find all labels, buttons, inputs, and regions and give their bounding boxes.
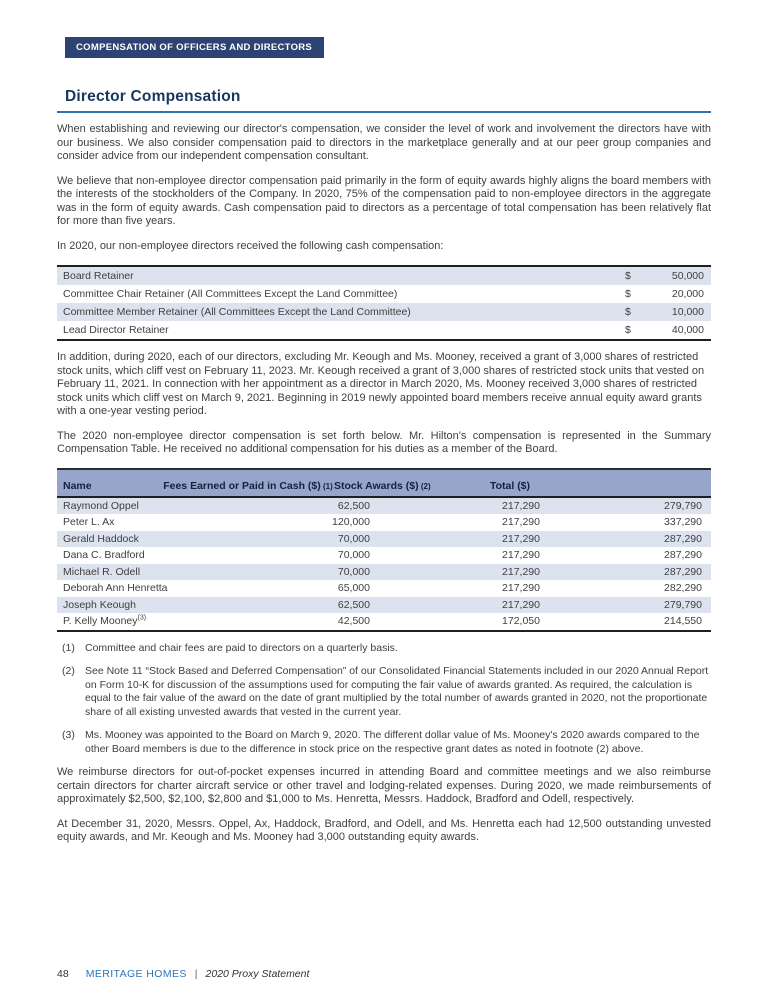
total-value: 282,290 (664, 582, 702, 595)
stock-awards-value: 172,050 (502, 615, 540, 628)
paragraph-equity-alignment: We believe that non-employee director compensation paid primarily in the form of equity awards highly aligns the board members with the interests of the stockholders of the Company. In 2020, 75% of the compensation paid to non-employee directors in the aggregate was in the form of equity awards. Cash compensation paid to directors as a percentage of total compensation has been relatively flat for more than five years. (57, 174, 711, 227)
page-title: Director Compensation (57, 88, 711, 113)
paragraph-comp-table-lead-in: The 2020 non-employee director compensation is set forth below. Mr. Hilton's compensation is represented in the Summary Compensation Table. He received no additional compensation for his duties as a member of the Board. (57, 429, 711, 455)
footer-separator: | (194, 968, 198, 980)
director-name-text: Gerald Haddock (63, 532, 139, 545)
director-name (57, 500, 188, 512)
footnote-text: See Note 11 “Stock Based and Deferred Compensation” of our Consolidated Financial Statements included in our 2020 Annual Report on Form 10-K for discussion of the assumptions used for computing the fair value of awards granted. As required, the calculation is equal to the fair value of the award on the date of grant multiplied by the total number of awards granted in 2020, not the proportionate share of all existing unvested awards that vested in the current year. (85, 665, 709, 718)
table-row (57, 531, 711, 548)
stock-awards-value: 217,290 (502, 532, 540, 545)
paragraph-rsu-grants: In addition, during 2020, each of our directors, excluding Mr. Keough and Ms. Mooney, received a grant of 3,000 shares of restricted stock units, which cliff vest on February 11, 2023. Mr. Keough received a grant of 3,000 shares of restricted stock units that vested on February 11, 2021. In connection with her appointment as a director in March 2020, Ms. Mooney received 3,000 shares of restricted stock units which cliff vest on March 9, 2021. Beginning in 2019 newly appointed board members receive annual equity award grants with a one-year vesting period. (57, 351, 705, 417)
footnote-number: (1) (62, 641, 75, 654)
table-row (57, 564, 711, 581)
stock-awards-value: 217,290 (502, 499, 540, 512)
table-row (57, 267, 711, 285)
director-name (57, 582, 188, 594)
amount-value: 10,000 (671, 306, 704, 318)
director-name (57, 549, 188, 561)
footnote-3 (57, 729, 711, 756)
total-value: 214,550 (664, 615, 702, 628)
paragraph-outstanding-awards: At December 31, 2020, Messrs. Oppel, Ax, Haddock, Bradford, and Odell, and Ms. Henretta each had 12,500 outstanding unvested equity awards, and Mr. Keough and Ms. Mooney had 3,000 outstanding equity awards. (57, 817, 711, 843)
page-number: 48 (57, 968, 69, 980)
paragraph-reimbursements: We reimburse directors for out-of-pocket expenses incurred in attending Board and committee meetings and we also reimburse certain directors for charter aircraft service or other travel and lodging-related expenses. During 2020, we made reimbursements of approximately $2,500, $2,100, $2,800 and $1,000 to Ms. Henretta, Messrs. Haddock, Bradford and Odell, respectively. (57, 766, 711, 805)
fees-value: 62,500 (337, 499, 370, 512)
director-name-text: Michael R. Odell (63, 565, 141, 578)
stock-awards-value: 217,290 (502, 598, 540, 611)
fees-value: 65,000 (337, 582, 370, 595)
amount-value: 40,000 (671, 324, 704, 336)
column-header-fees (162, 480, 334, 492)
footnote-text: Committee and chair fees are paid to directors on a quarterly basis. (85, 641, 398, 654)
stock-awards-value: 217,290 (502, 565, 540, 578)
director-name (57, 566, 188, 578)
amount-value: 50,000 (671, 270, 704, 282)
column-header-stock-label: Stock Awards ($) (334, 479, 419, 492)
director-name (57, 533, 188, 545)
column-header-stock-footnote-ref: (2) (418, 481, 431, 491)
paragraph-cash-comp-lead-in: In 2020, our non-employee directors received the following cash compensation: (57, 239, 444, 252)
retainer-label: Committee Chair Retainer (All Committees Except the Land Committee) (63, 288, 398, 300)
currency-symbol: $ (625, 288, 631, 300)
column-header-fees-footnote-ref: (1) (320, 481, 333, 491)
paragraph-director-comp-intro: When establishing and reviewing our director's compensation, we consider the level of work and involvement the directors have with our business. We also consider compensation paid to directors in the marketplace generally and at our peer group companies and consider advice from our independent compensation consultant. (57, 123, 711, 162)
retainer-amount (625, 324, 711, 336)
footnote-number: (2) (62, 665, 75, 677)
fees-value: 120,000 (332, 516, 370, 529)
page-footer (57, 968, 309, 980)
director-name (57, 516, 188, 528)
table-row (57, 321, 711, 339)
table-row (57, 580, 711, 597)
director-name-text: P. Kelly Mooney (63, 615, 138, 628)
fees-value: 70,000 (337, 565, 370, 578)
retainer-label: Committee Member Retainer (All Committees Except the Land Committee) (63, 306, 411, 318)
director-compensation-table (57, 468, 711, 632)
cash-compensation-table (57, 265, 711, 341)
fees-value: 70,000 (337, 532, 370, 545)
footnote-number: (3) (62, 729, 75, 741)
total-value: 287,290 (664, 565, 702, 578)
column-header-fees-label: Fees Earned or Paid in Cash ($) (163, 479, 321, 492)
table-row (57, 613, 711, 630)
director-name-text: Joseph Keough (63, 598, 136, 611)
retainer-amount (625, 306, 711, 318)
total-value: 279,790 (664, 598, 702, 611)
currency-symbol: $ (625, 324, 631, 336)
table-row (57, 514, 711, 531)
retainer-amount (625, 270, 711, 282)
table-row (57, 597, 711, 614)
stock-awards-value: 217,290 (502, 549, 540, 562)
stock-awards-value: 217,290 (502, 582, 540, 595)
column-header-name: Name (63, 479, 92, 492)
document-name: 2020 Proxy Statement (205, 968, 310, 980)
currency-symbol: $ (625, 270, 631, 282)
footnote-1 (57, 642, 711, 656)
total-value: 337,290 (664, 516, 702, 529)
director-name-text: Deborah Ann Henretta (63, 582, 168, 595)
amount-value: 20,000 (671, 288, 704, 300)
director-name (57, 615, 188, 627)
footnote-text: Ms. Mooney was appointed to the Board on March 9, 2020. The different dollar value of Ms. Mooney's 2020 awards compared to the other Board members is due to the difference in stock price on the respective grant dates as noted in footnote (2) above. (85, 729, 700, 755)
table-row (57, 498, 711, 515)
total-value: 287,290 (664, 532, 702, 545)
table-row (57, 303, 711, 321)
stock-awards-value: 217,290 (502, 516, 540, 529)
director-name (57, 599, 188, 611)
retainer-amount (625, 288, 711, 300)
director-name-text: Raymond Oppel (63, 499, 139, 512)
fees-value: 70,000 (337, 549, 370, 562)
company-name: MERITAGE HOMES (85, 968, 187, 980)
currency-symbol: $ (625, 306, 631, 318)
fees-value: 62,500 (337, 598, 370, 611)
retainer-label: Lead Director Retainer (63, 324, 169, 336)
total-value: 279,790 (664, 499, 702, 512)
table-row (57, 547, 711, 564)
director-name-text: Peter L. Ax (63, 516, 115, 529)
retainer-label: Board Retainer (63, 270, 134, 282)
column-header-total: Total ($) (489, 479, 531, 492)
footnote-2 (57, 665, 711, 719)
section-banner: COMPENSATION OF OFFICERS AND DIRECTORS (65, 37, 324, 58)
table-header-row (57, 468, 711, 498)
table-row (57, 285, 711, 303)
fees-value: 42,500 (337, 615, 370, 628)
footnote-ref: (3) (137, 614, 147, 622)
director-name-text: Dana C. Bradford (63, 549, 145, 562)
column-header-stock-awards (334, 479, 431, 492)
total-value: 287,290 (664, 549, 702, 562)
